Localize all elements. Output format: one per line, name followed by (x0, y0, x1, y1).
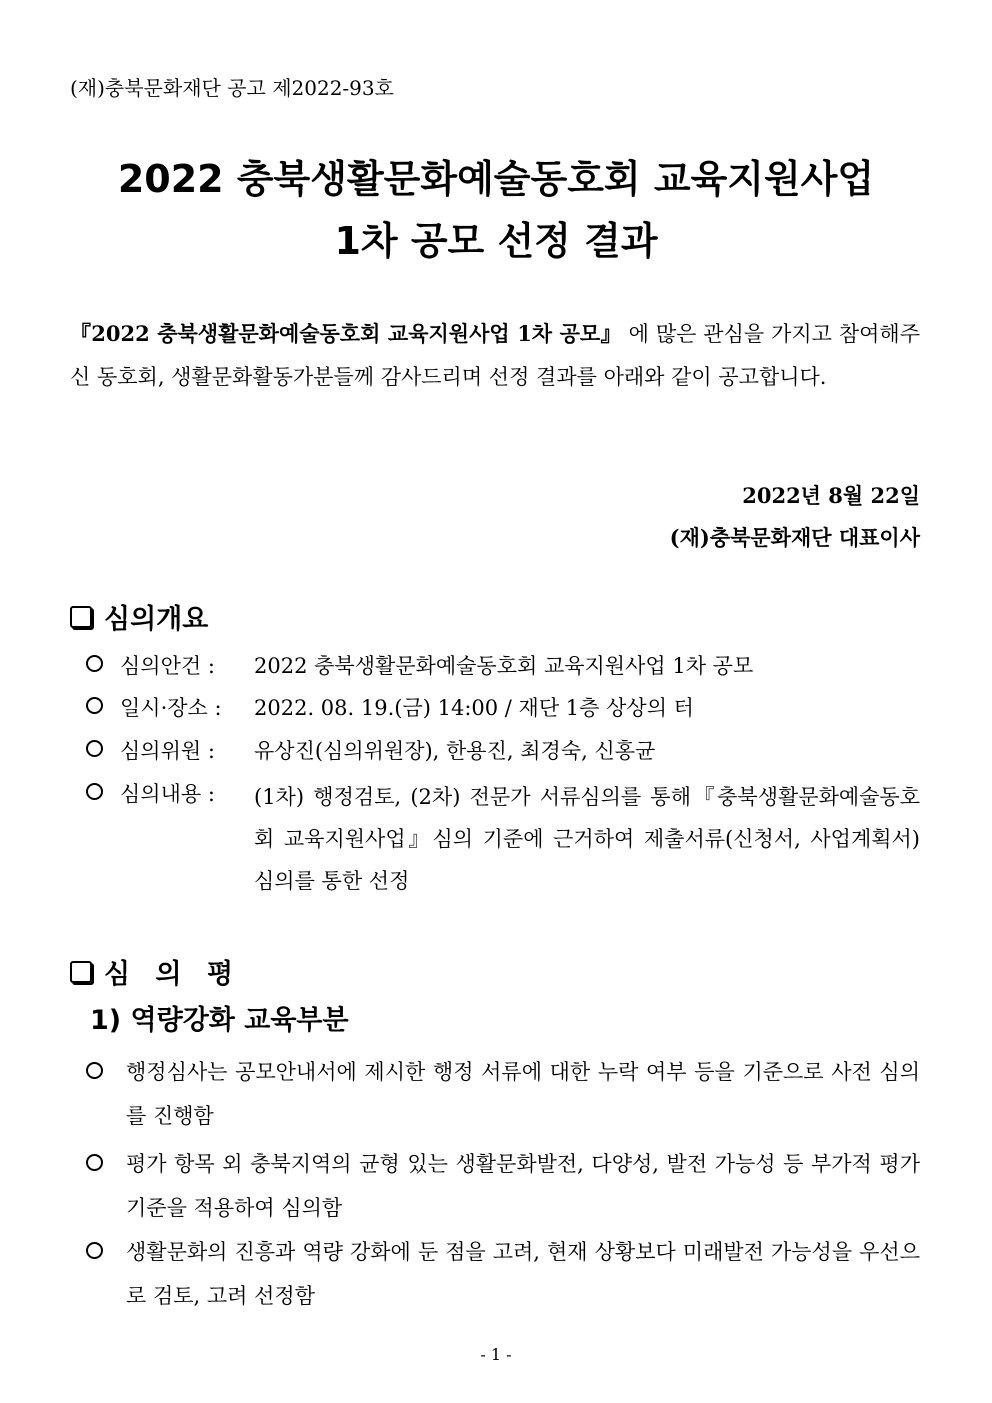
overview-item-value: (1차) 행정검토, (2차) 전문가 서류심의를 통해『충북생활문화예술동호회 교육지원사업』심의 기준에 근거하여 제출서류(신청서, 사업계획서) 심의를 통한 선정 (254, 785, 920, 893)
section-overview-heading (70, 597, 208, 636)
circle-bullet-icon (86, 1242, 103, 1259)
intro-body: 에 많은 관심을 가지고 참여해주신 동호회, 생활문화활동가분들께 감사드리며 선정 결과를 아래와 같이 공고합니다. (70, 322, 920, 389)
notice-number: (재)충북문화재단 공고 제2022-93호 (70, 76, 394, 100)
overview-item-value: 2022 충북생활문화예술동호회 교육지원사업 1차 공모 (254, 654, 754, 678)
section-evaluation-heading (70, 952, 241, 991)
circle-bullet-icon (86, 1062, 103, 1079)
overview-item-value: 2022. 08. 19.(금) 14:00 / 재단 1층 상상의 터 (254, 696, 694, 720)
checkbox-square-icon (70, 606, 92, 628)
evaluation-item-text: 생활문화의 진흥과 역량 강화에 둔 점을 고려, 현재 상황보다 미래발전 가능성을 우선으로 검토, 고려 선정함 (126, 1240, 920, 1308)
intro-paragraph (70, 312, 920, 399)
announcement-date: 2022년 8월 22일 (742, 483, 920, 508)
overview-item-label: 심의내용 : (120, 782, 215, 806)
circle-bullet-icon (86, 1154, 103, 1171)
issuer: (재)충북문화재단 대표이사 (669, 525, 920, 550)
section-overview-title: 심의개요 (104, 604, 209, 635)
evaluation-item-text: 평가 항목 외 충북지역의 균형 있는 생활문화발전, 다양성, 발전 가능성 등 부가적 평가 기준을 적용하여 심의함 (126, 1152, 920, 1220)
evaluation-subheading: 1) 역량강화 교육부분 (90, 1005, 349, 1036)
intro-lead: 『2022 충북생활문화예술동호회 교육지원사업 1차 공모』 (70, 321, 622, 346)
overview-item-label: 일시·장소 : (120, 696, 222, 720)
overview-item-value: 유상진(심의위원장), 한용진, 최경숙, 신홍균 (254, 739, 656, 763)
page-title-line1: 2022 충북생활문화예술동호회 교육지원사업 (117, 157, 875, 201)
checkbox-square-icon (70, 961, 92, 983)
evaluation-item-text: 행정심사는 공모안내서에 제시한 행정 서류에 대한 누락 여부 등을 기준으로 사전 심의를 진행함 (126, 1060, 920, 1128)
overview-item-label: 심의안건 : (120, 654, 215, 678)
circle-bullet-icon (86, 697, 103, 714)
circle-bullet-icon (86, 783, 103, 800)
circle-bullet-icon (86, 655, 103, 672)
page-number: - 1 - (480, 1345, 512, 1364)
overview-item-label: 심의위원 : (120, 739, 215, 763)
page-title-line2: 1차 공모 선정 결과 (334, 219, 658, 263)
section-evaluation-title: 심 의 평 (104, 959, 242, 990)
circle-bullet-icon (86, 740, 103, 757)
